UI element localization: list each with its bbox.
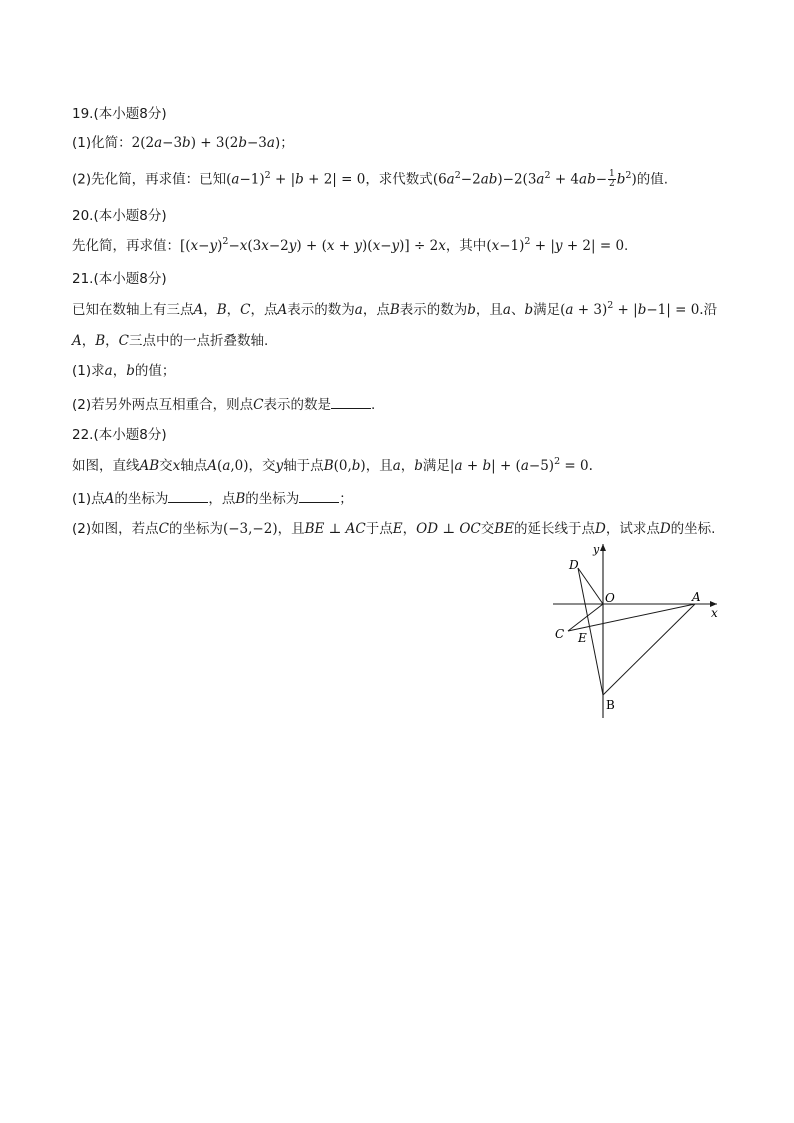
label-C: C	[555, 627, 565, 641]
label-x: x	[711, 606, 718, 620]
q22-part1: (1)点A的坐标为 ，点B的坐标为 ；	[72, 491, 353, 507]
segment-AB	[603, 604, 695, 695]
q22-line1: 如图，直线AB交x轴点A(a,0)，交y轴于点B(0,b)，且a，b满足$|a + b| + (a-5)^2 = 0$.	[72, 456, 593, 474]
answer-blank-a[interactable]	[168, 489, 208, 503]
q21-line1: 已知在数轴上有三点A，B，C，点A表示的数为a，点B表示的数为b，且a、b满足$(a + 3)^2 + |b-1| = 0$.沿	[72, 300, 718, 318]
q22-header: 22.(本小题8分)	[72, 427, 167, 443]
label-E: E	[578, 631, 587, 645]
q19-part2: (2)先化简，再求值：已知$(a-1)^2 + |b + 2| = 0$，求代数式$(6a^2-2ab)-2(3a^2 + 4ab-$ $\frac{1}{2}$ $b^2$)的值.	[72, 169, 669, 189]
q21-part2: (2)若另外两点互相重合，则点C表示的数是 .	[72, 397, 376, 413]
q21-header: 21.(本小题8分)	[72, 271, 167, 287]
label-y: y	[593, 543, 600, 556]
q20-header: 20.(本小题8分)	[72, 208, 167, 224]
label-B: B	[606, 698, 615, 712]
q21-part1: (1)求a，b的值；	[72, 363, 176, 379]
answer-blank-b[interactable]	[299, 489, 339, 503]
q19-header: 19.(本小题8分)	[72, 106, 167, 122]
label-O: O	[605, 591, 615, 605]
q20-body: 先化简，再求值：$[(x-y)^2-x(3x-2y) + (x + y)(x-y)] \div 2x$，其中$(x-1)^2 + |y + 2| = 0$.	[72, 236, 629, 254]
q21-line2: A，B，C三点中的一点折叠数轴.	[72, 333, 269, 349]
q19-part1: (1)化简：2(2a−3b) + 3(2b−3a)；	[72, 135, 294, 151]
label-A: A	[692, 590, 701, 604]
segment-AC	[568, 604, 695, 631]
answer-blank[interactable]	[331, 395, 371, 409]
label-D: D	[569, 558, 579, 572]
q22-part2: (2)如图，若点C的坐标为(−3,−2)，且BE ⊥ AC于点E，OD ⊥ OC交BE的延长线于点D，试求点D的坐标.	[72, 521, 716, 537]
geometry-figure	[545, 540, 725, 720]
